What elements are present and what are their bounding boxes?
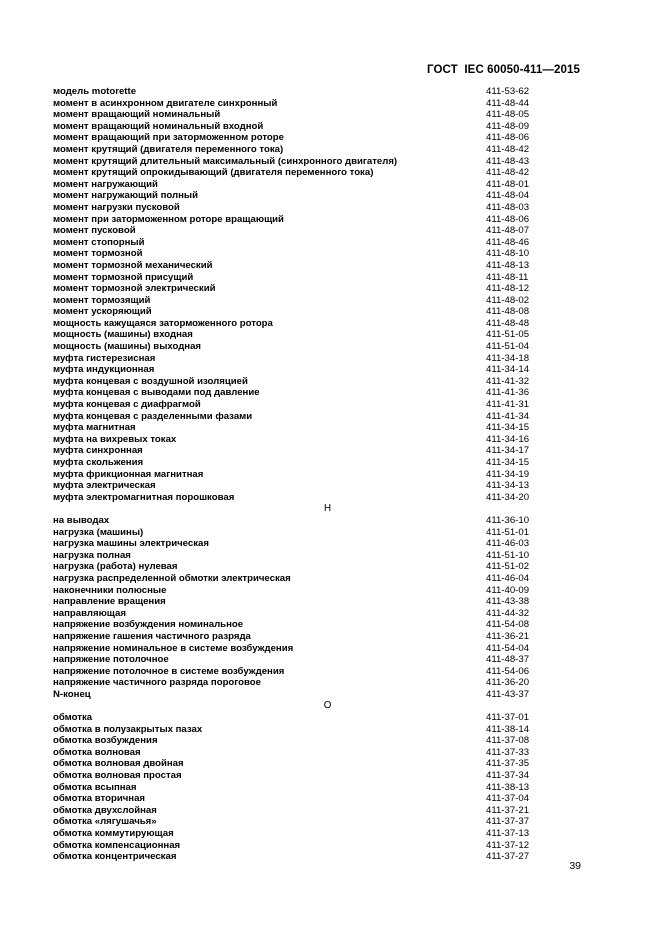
index-term: муфта концевая с диафрагмой <box>53 399 201 411</box>
index-entry <box>53 225 580 237</box>
index-entry <box>53 480 580 492</box>
index-term: обмотка волновая двойная <box>53 758 184 770</box>
index-code: 411-34-18 <box>486 352 530 364</box>
index-code: 411-46-04 <box>486 572 530 584</box>
index-code: 411-36-21 <box>486 630 530 642</box>
index-code: 411-54-06 <box>486 665 530 677</box>
index-entry <box>53 214 580 226</box>
index-entry <box>53 144 580 156</box>
index-entry <box>53 295 580 307</box>
index-code: 411-38-14 <box>486 723 530 735</box>
index-term: нагрузка (работа) нулевая <box>53 561 178 573</box>
index-code: 411-41-36 <box>486 387 530 399</box>
index-code: 411-54-04 <box>486 642 530 654</box>
index-code: 411-48-42 <box>486 143 530 155</box>
index-code: 411-37-21 <box>486 804 530 816</box>
index-entry <box>53 156 580 168</box>
index-entry <box>53 550 580 562</box>
index-entry <box>53 190 580 202</box>
index-entry <box>53 689 580 701</box>
index-entry <box>53 86 580 98</box>
index-entry <box>53 306 580 318</box>
index-entry <box>53 573 580 585</box>
index-code: 411-43-37 <box>486 688 530 700</box>
index-code: 411-51-01 <box>486 526 530 538</box>
index-term: муфта концевая с воздушной изоляцией <box>53 375 248 387</box>
index-code: 411-37-33 <box>486 746 530 758</box>
index-term: момент вращающий номинальный входной <box>53 120 264 132</box>
index-term: обмотка в полузакрытых пазах <box>53 723 203 735</box>
index-term: обмотка возбуждения <box>53 735 158 747</box>
index-code: 411-48-46 <box>486 236 530 248</box>
index-term: момент крутящий опрокидывающий (двигателя переменного тока) <box>53 167 374 179</box>
index-code: 411-34-15 <box>486 457 530 468</box>
index-entry <box>53 434 580 446</box>
index-term: на выводах <box>53 514 110 526</box>
index-term: муфта концевая с разделенными фазами <box>53 410 253 422</box>
index-term: обмотка волновая <box>53 746 141 758</box>
index-term: обмотка волновая простая <box>53 770 182 782</box>
index-term: мощность (машины) выходная <box>53 341 202 353</box>
index-term: муфта на вихревых токах <box>53 433 177 445</box>
index-term: напряжение номинальное в системе возбуждения <box>53 642 294 654</box>
index-entry <box>53 527 580 539</box>
index-entry <box>53 329 580 341</box>
index-code: 411-41-34 <box>486 410 530 422</box>
index-term: момент ускоряющий <box>53 306 152 318</box>
index-code: 411-37-04 <box>486 793 530 805</box>
index-code: 411-37-37 <box>486 816 530 828</box>
index-code: 411-44-32 <box>486 607 530 619</box>
index-entry <box>53 585 580 597</box>
index-entry <box>53 376 580 388</box>
index-code: 411-34-19 <box>486 468 530 480</box>
index-term: момент вращающий номинальный <box>53 109 221 121</box>
index-code: 411-34-14 <box>486 364 530 376</box>
index-entry <box>53 364 580 376</box>
index-entry <box>53 596 580 608</box>
index-entry <box>53 98 580 110</box>
index-entry <box>53 399 580 411</box>
index-code: 411-37-12 <box>486 839 530 851</box>
index-code: 411-53-62 <box>486 86 530 97</box>
index-entry <box>53 422 580 434</box>
index-code: 411-37-08 <box>486 735 530 747</box>
index-term: момент тормозной присущий <box>53 271 194 283</box>
index-entry <box>53 770 580 782</box>
index-term: нагрузка машины электрическая <box>53 538 209 550</box>
index-term: момент вращающий при заторможенном роторе <box>53 132 284 144</box>
index-code: 411-46-03 <box>486 538 530 550</box>
index-entry <box>53 387 580 399</box>
index-term: направление вращения <box>53 596 166 608</box>
index-term: муфта индукционная <box>53 364 155 376</box>
term-index <box>53 86 580 863</box>
index-entry <box>53 109 580 121</box>
index-code: 411-34-13 <box>486 480 530 492</box>
index-code: 411-48-44 <box>486 97 530 109</box>
index-code: 411-48-01 <box>486 178 530 190</box>
index-code: 411-48-06 <box>486 213 530 225</box>
index-term: напряжение частичного разряда пороговое <box>53 677 261 689</box>
index-term: обмотка двухслойная <box>53 804 157 816</box>
index-code: 411-34-15 <box>486 422 530 434</box>
index-code: 411-41-32 <box>486 375 530 387</box>
index-entry <box>53 492 580 504</box>
index-term: обмотка всыпная <box>53 781 137 793</box>
section-letter: О <box>323 700 332 712</box>
index-entry <box>53 538 580 550</box>
index-entry <box>53 712 580 724</box>
index-term: наконечники полюсные <box>53 584 167 596</box>
index-entry <box>53 318 580 330</box>
index-code: 411-48-12 <box>486 283 530 295</box>
page-number: 39 <box>569 860 581 872</box>
index-code: 411-41-31 <box>486 399 530 411</box>
index-term: мощность кажущаяся заторможенного ротора <box>53 317 273 329</box>
index-code: 411-43-38 <box>486 596 530 608</box>
index-code: 411-48-42 <box>486 167 530 179</box>
index-term: напряжение потолочное в системе возбуждения <box>53 665 285 677</box>
index-term: муфта скольжения <box>53 457 144 468</box>
index-term: момент крутящий длительный максимальный (синхронного двигателя) <box>53 155 398 167</box>
index-entry <box>53 260 580 272</box>
index-entry <box>53 654 580 666</box>
index-code: 411-48-05 <box>486 109 530 121</box>
index-term: напряжение потолочное <box>53 654 169 666</box>
index-entry <box>53 179 580 191</box>
index-term: момент в асинхронном двигателе синхронный <box>53 97 278 109</box>
index-term: муфта электрическая <box>53 480 156 492</box>
index-code: 411-37-01 <box>486 712 530 724</box>
index-term: муфта синхронная <box>53 445 143 457</box>
index-term: напряжение возбуждения номинальное <box>53 619 244 631</box>
index-term: момент при заторможенном роторе вращающий <box>53 213 284 225</box>
index-code: 411-48-43 <box>486 155 530 167</box>
index-term: обмотка компенсационная <box>53 839 181 851</box>
index-term: момент тормозной механический <box>53 259 213 271</box>
index-term: муфта концевая с выводами под давление <box>53 387 260 399</box>
index-code: 411-38-13 <box>486 781 530 793</box>
section-letter: Н <box>323 503 332 515</box>
index-entry <box>53 341 580 353</box>
index-code: 411-37-35 <box>486 758 530 770</box>
index-code: 411-48-48 <box>486 317 530 329</box>
index-code: 411-36-10 <box>486 514 530 526</box>
index-term: муфта гистерезисная <box>53 352 156 364</box>
index-code: 411-51-04 <box>486 341 530 353</box>
index-entry <box>53 121 580 133</box>
index-term: муфта магнитная <box>53 422 136 434</box>
index-term: нагрузка распределенной обмотки электрическая <box>53 572 291 584</box>
index-code: 411-36-20 <box>486 677 530 689</box>
index-code: 411-48-09 <box>486 120 530 132</box>
index-entry <box>53 816 580 828</box>
index-code: 411-48-07 <box>486 225 530 237</box>
index-term: момент тормозной электрический <box>53 283 216 295</box>
index-entry <box>53 237 580 249</box>
index-entry <box>53 283 580 295</box>
index-code: 411-48-11 <box>486 271 529 283</box>
index-term: нагрузка (машины) <box>53 526 144 538</box>
index-term: момент нагрузки пусковой <box>53 201 180 213</box>
index-entry <box>53 469 580 481</box>
index-code: 411-48-04 <box>486 190 530 202</box>
index-entry <box>53 353 580 365</box>
index-term: момент крутящий (двигателя переменного тока) <box>53 143 284 155</box>
index-term: момент нагружающий полный <box>53 190 199 202</box>
index-entry <box>53 167 580 179</box>
index-code: 411-54-08 <box>486 619 530 631</box>
index-term: модель motorette <box>53 86 137 97</box>
index-code: 411-40-09 <box>486 584 530 596</box>
index-code: 411-48-03 <box>486 201 530 213</box>
index-entry <box>53 724 580 736</box>
index-code: 411-48-13 <box>486 259 530 271</box>
index-entry <box>53 840 580 852</box>
index-entry <box>53 805 580 817</box>
index-term: нагрузка полная <box>53 549 131 561</box>
index-term: мощность (машины) входная <box>53 329 193 341</box>
index-entry <box>53 793 580 805</box>
index-term: обмотка вторичная <box>53 793 146 805</box>
index-entry <box>53 248 580 260</box>
index-entry <box>53 132 580 144</box>
index-entry <box>53 828 580 840</box>
index-code: 411-34-20 <box>486 491 530 503</box>
index-term: напряжение гашения частичного разряда <box>53 630 251 642</box>
index-entry <box>53 666 580 678</box>
index-entry <box>53 619 580 631</box>
index-entry <box>53 747 580 759</box>
index-term: обмотка коммутирующая <box>53 828 174 839</box>
index-code: 411-34-17 <box>486 445 530 457</box>
index-entry <box>53 851 580 863</box>
index-term: момент тормозящий <box>53 294 151 306</box>
index-entry <box>53 411 580 423</box>
index-code: 411-51-05 <box>486 329 530 341</box>
index-code: 411-37-27 <box>486 851 530 863</box>
index-code: 411-48-08 <box>486 306 530 318</box>
index-entry <box>53 677 580 689</box>
document-header: ГОСТ IEC 60050-411—2015 <box>427 64 580 76</box>
index-entry <box>53 445 580 457</box>
index-term: муфта фрикционная магнитная <box>53 468 204 480</box>
index-entry <box>53 457 580 469</box>
index-entry <box>53 631 580 643</box>
index-term: обмотка концентрическая <box>53 851 177 863</box>
index-term: обмотка <box>53 712 93 724</box>
index-entry <box>53 782 580 794</box>
index-entry <box>53 608 580 620</box>
index-term: момент тормозной <box>53 248 143 260</box>
index-code: 411-48-10 <box>486 248 530 260</box>
index-code: 411-48-06 <box>486 132 530 144</box>
index-entry <box>53 561 580 573</box>
index-code: 411-51-10 <box>486 549 530 561</box>
index-entry <box>53 758 580 770</box>
index-entry <box>53 643 580 655</box>
index-entry <box>53 202 580 214</box>
index-term: момент нагружающий <box>53 178 158 190</box>
index-term: N-конец <box>53 688 91 700</box>
index-term: обмотка «лягушачья» <box>53 816 157 828</box>
index-term: направляющая <box>53 607 126 619</box>
index-term: момент пусковой <box>53 225 136 237</box>
index-code: 411-37-13 <box>486 828 530 839</box>
index-code: 411-51-02 <box>486 561 530 573</box>
index-entry <box>53 735 580 747</box>
index-code: 411-48-02 <box>486 294 530 306</box>
index-entry <box>53 515 580 527</box>
index-entry <box>53 272 580 284</box>
index-term: муфта электромагнитная порошковая <box>53 491 235 503</box>
index-code: 411-34-16 <box>486 433 530 445</box>
index-code: 411-37-34 <box>486 770 530 782</box>
index-code: 411-48-37 <box>486 654 530 666</box>
index-term: момент стопорный <box>53 236 145 248</box>
